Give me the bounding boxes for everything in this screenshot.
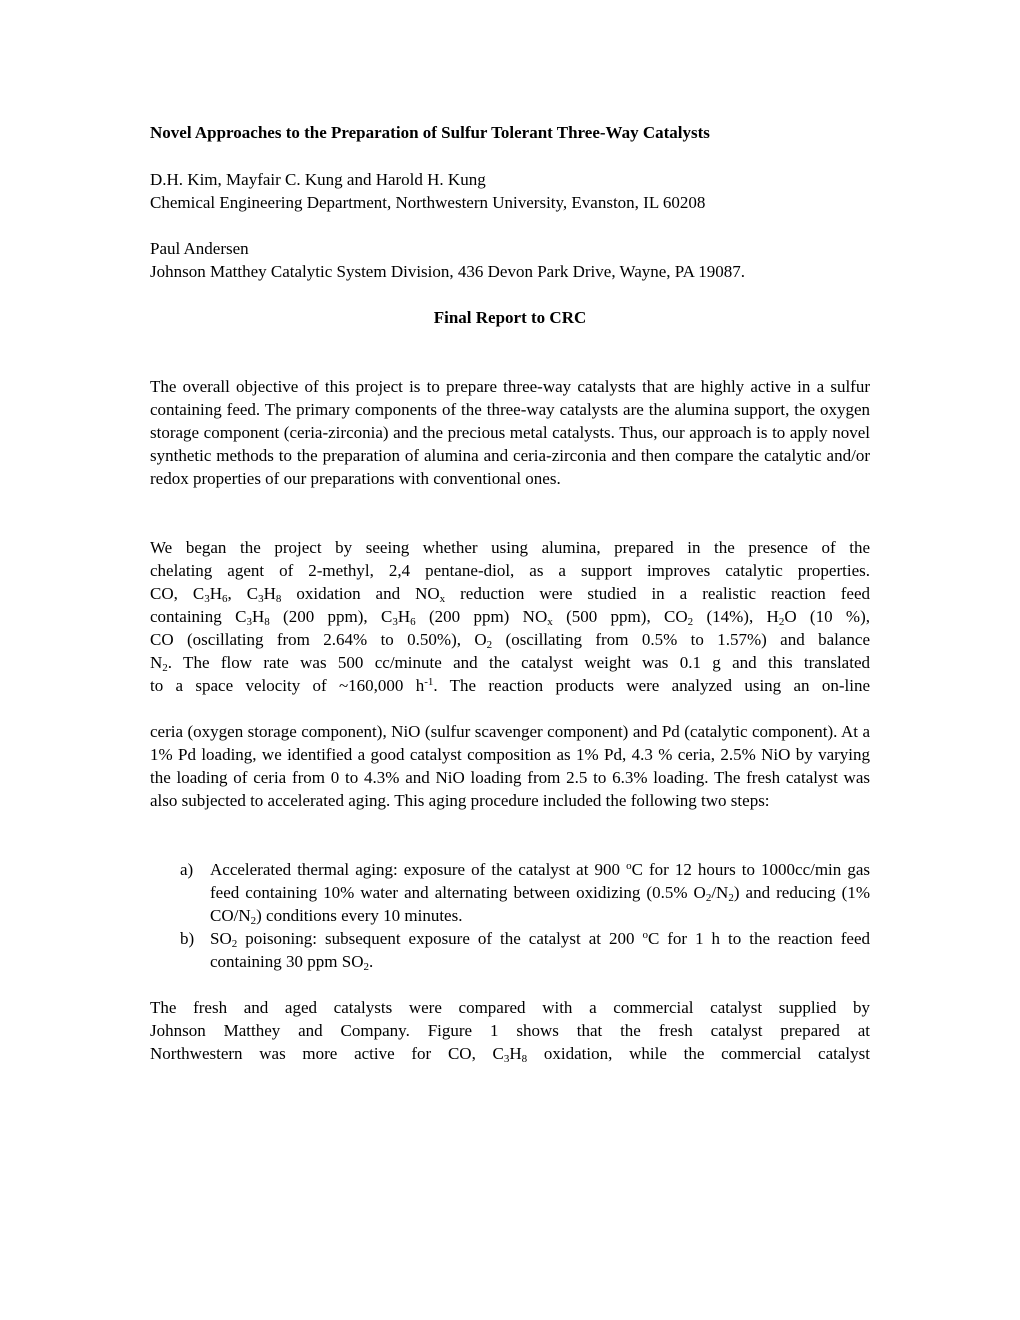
list-marker: a) (180, 860, 194, 879)
paragraph-objective: The overall objective of this project is to prepare three-way catalysts that are highly active in a sulfur containing feed. The primary components of the three-way catalysts are the alumina support, the oxygen storage component (ceria-zirconia) and the precious metal catalysts. Thus, our approach is to apply novel synthetic methods to the preparation of alumina and ceria-zirconia and then compare the catalytic and/or redox properties of our preparations with conventional ones. (150, 377, 870, 488)
paragraph-line: $N_2$. The flow rate was 500 cc/minute and the catalyst weight was 0.1 g and this translated (150, 653, 870, 674)
paragraph-line: Johnson Matthey and Company. Figure 1 shows that the fresh catalyst prepared at (150, 1021, 870, 1040)
paragraph-line: containing $C_3H_8$ (200 ppm), $C_3H_6$ (200 ppm) $NO_x$ (500 ppm), $CO_2$ (14%), $H_2O$ (10 %), (150, 607, 870, 628)
paragraph-line: We began the project by seeing whether using alumina, prepared in the presence of the (150, 538, 870, 557)
author-block-northwestern (150, 168, 870, 214)
list-item-text: $SO_2$ poisoning: subsequent exposure of the catalyst at 200 $^o$C for 1 h to the reaction feed containing 30 ppm $SO_2$. (210, 929, 870, 973)
paragraph-line: The fresh and aged catalysts were compared with a commercial catalyst supplied by (150, 998, 870, 1017)
paragraph-comparison (150, 996, 870, 1065)
report-heading: Final Report to CRC (433, 308, 587, 327)
paragraph-line: chelating agent of 2-methyl, 2,4 pentane-diol, as a support improves catalytic properties. (150, 561, 870, 580)
author-block-johnson-matthey (150, 237, 870, 283)
author-affiliation: Chemical Engineering Department, Northwestern University, Evanston, IL 60208 (150, 193, 706, 212)
paragraph-project-start (150, 536, 870, 697)
paragraph-line: CO (oscillating from 2.64% to 0.50%), $O_2$ (oscillating from 0.5% to 1.57%) and balance (150, 630, 870, 651)
author-names: D.H. Kim, Mayfair C. Kung and Harold H. Kung (150, 170, 486, 189)
paragraph-line: to a space velocity of ~160,000 $h^{-1}$. The reaction products were analyzed using an on-line (150, 676, 870, 695)
list-item-text: Accelerated thermal aging: exposure of the catalyst at 900 $^o$C for 12 hours to 1000cc/min gas feed containing 10% water and alternating between oxidizing (0.5% $O_2/N_2$) and reducing (1% $CO/N_2$) conditions every 10 minutes. (210, 860, 870, 927)
author-names: Paul Andersen (150, 239, 249, 258)
paragraph-catalyst-composition: ceria (oxygen storage component), NiO (sulfur scavenger component) and Pd (catalytic component). At a 1% Pd loading, we identified a good catalyst composition as 1% Pd, 4.3 % ceria, 2.5% NiO by varying the loading of ceria from 0 to 4.3% and NiO loading from 2.5 to 6.3% loading. The fresh catalyst was also subjected to accelerated aging. This aging procedure included the following two steps: (150, 722, 870, 810)
paragraph-line: CO, $C_3H_6$, $C_3H_8$ oxidation and $NO_x$ reduction were studied in a realistic reaction feed (150, 584, 870, 605)
paragraph-line: Northwestern was more active for CO, $C_3H_8$ oxidation, while the commercial catalyst (150, 1044, 870, 1065)
document-title: Novel Approaches to the Preparation of Sulfur Tolerant Three-Way Catalysts (150, 123, 710, 142)
author-affiliation: Johnson Matthey Catalytic System Division, 436 Devon Park Drive, Wayne, PA 19087. (150, 262, 746, 281)
list-marker: b) (180, 929, 195, 948)
